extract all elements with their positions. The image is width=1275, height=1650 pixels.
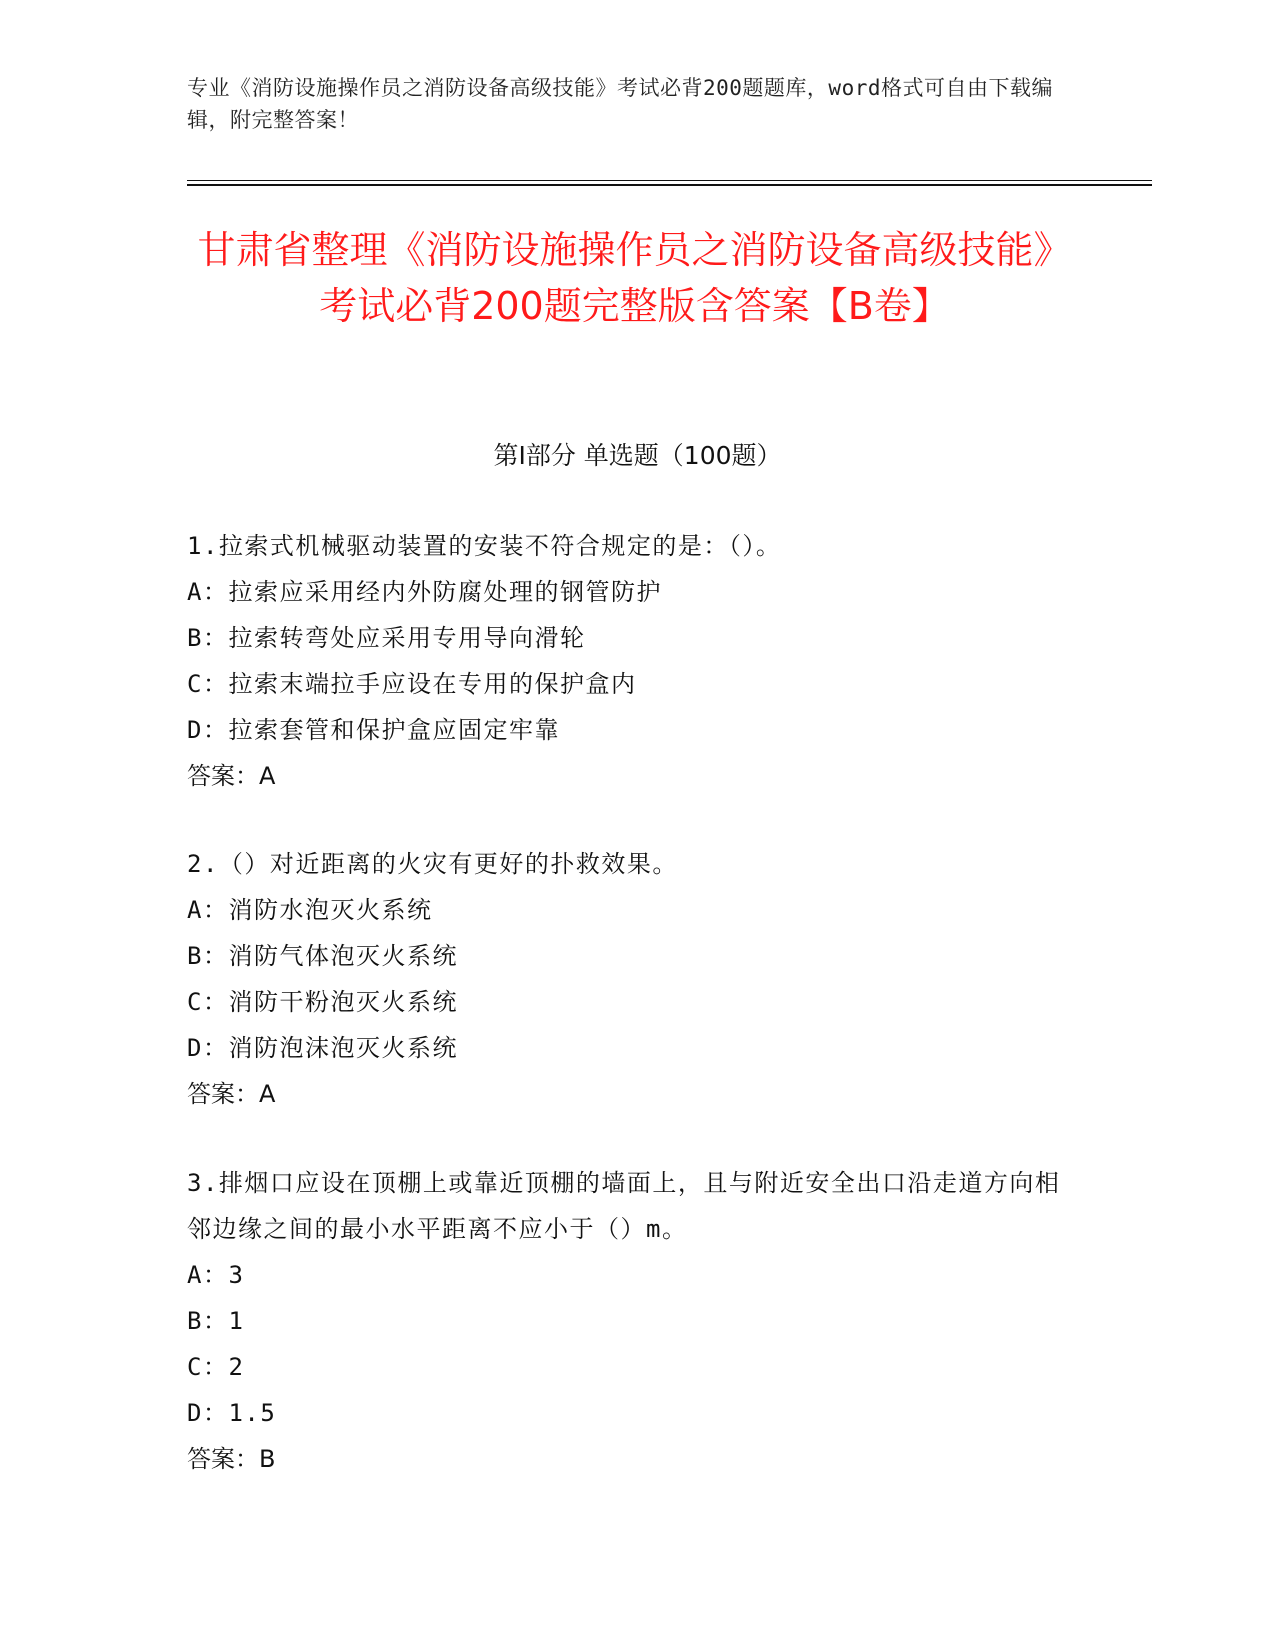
option-d: D：拉索套管和保护盒应固定牢靠 bbox=[187, 716, 560, 744]
option-b: B：拉索转弯处应采用专用导向滑轮 bbox=[187, 624, 586, 652]
header-note: 专业《消防设施操作员之消防设备高级技能》考试必背200题题库，word格式可自由下载编辑，附完整答案！ bbox=[187, 76, 1053, 132]
option-d: D：1.5 bbox=[187, 1399, 277, 1427]
question-3 bbox=[187, 1160, 1077, 1482]
answer: 答案：A bbox=[187, 762, 276, 790]
header-divider-thick bbox=[187, 184, 1152, 186]
option-c: C：消防干粉泡灭火系统 bbox=[187, 988, 458, 1016]
header-divider-thin bbox=[187, 180, 1152, 181]
question-text: 3.排烟口应设在顶棚上或靠近顶棚的墙面上，且与附近安全出口沿走道方向相邻边缘之间的最小水平距离不应小于（）m。 bbox=[187, 1169, 1061, 1243]
section-title: 第I部分 单选题（100题） bbox=[493, 441, 782, 470]
option-d: D：消防泡沫泡灭火系统 bbox=[187, 1034, 458, 1062]
option-c: C：拉索末端拉手应设在专用的保护盒内 bbox=[187, 670, 637, 698]
option-a: A：拉索应采用经内外防腐处理的钢管防护 bbox=[187, 578, 662, 606]
question-2 bbox=[187, 841, 1077, 1117]
option-b: B：1 bbox=[187, 1307, 245, 1335]
document-title: 甘肃省整理《消防设施操作员之消防设备高级技能》考试必背200题完整版含答案【B卷】 bbox=[197, 228, 1072, 328]
option-a: A：消防水泡灭火系统 bbox=[187, 896, 433, 924]
option-a: A：3 bbox=[187, 1261, 245, 1289]
option-c: C：2 bbox=[187, 1353, 245, 1381]
question-text: 1.拉索式机械驱动装置的安装不符合规定的是：（）。 bbox=[187, 532, 782, 560]
answer: 答案：A bbox=[187, 1080, 276, 1108]
question-text: 2.（）对近距离的火灾有更好的扑救效果。 bbox=[187, 850, 678, 878]
answer: 答案：B bbox=[187, 1445, 276, 1473]
option-b: B：消防气体泡灭火系统 bbox=[187, 942, 458, 970]
question-1 bbox=[187, 523, 1077, 799]
